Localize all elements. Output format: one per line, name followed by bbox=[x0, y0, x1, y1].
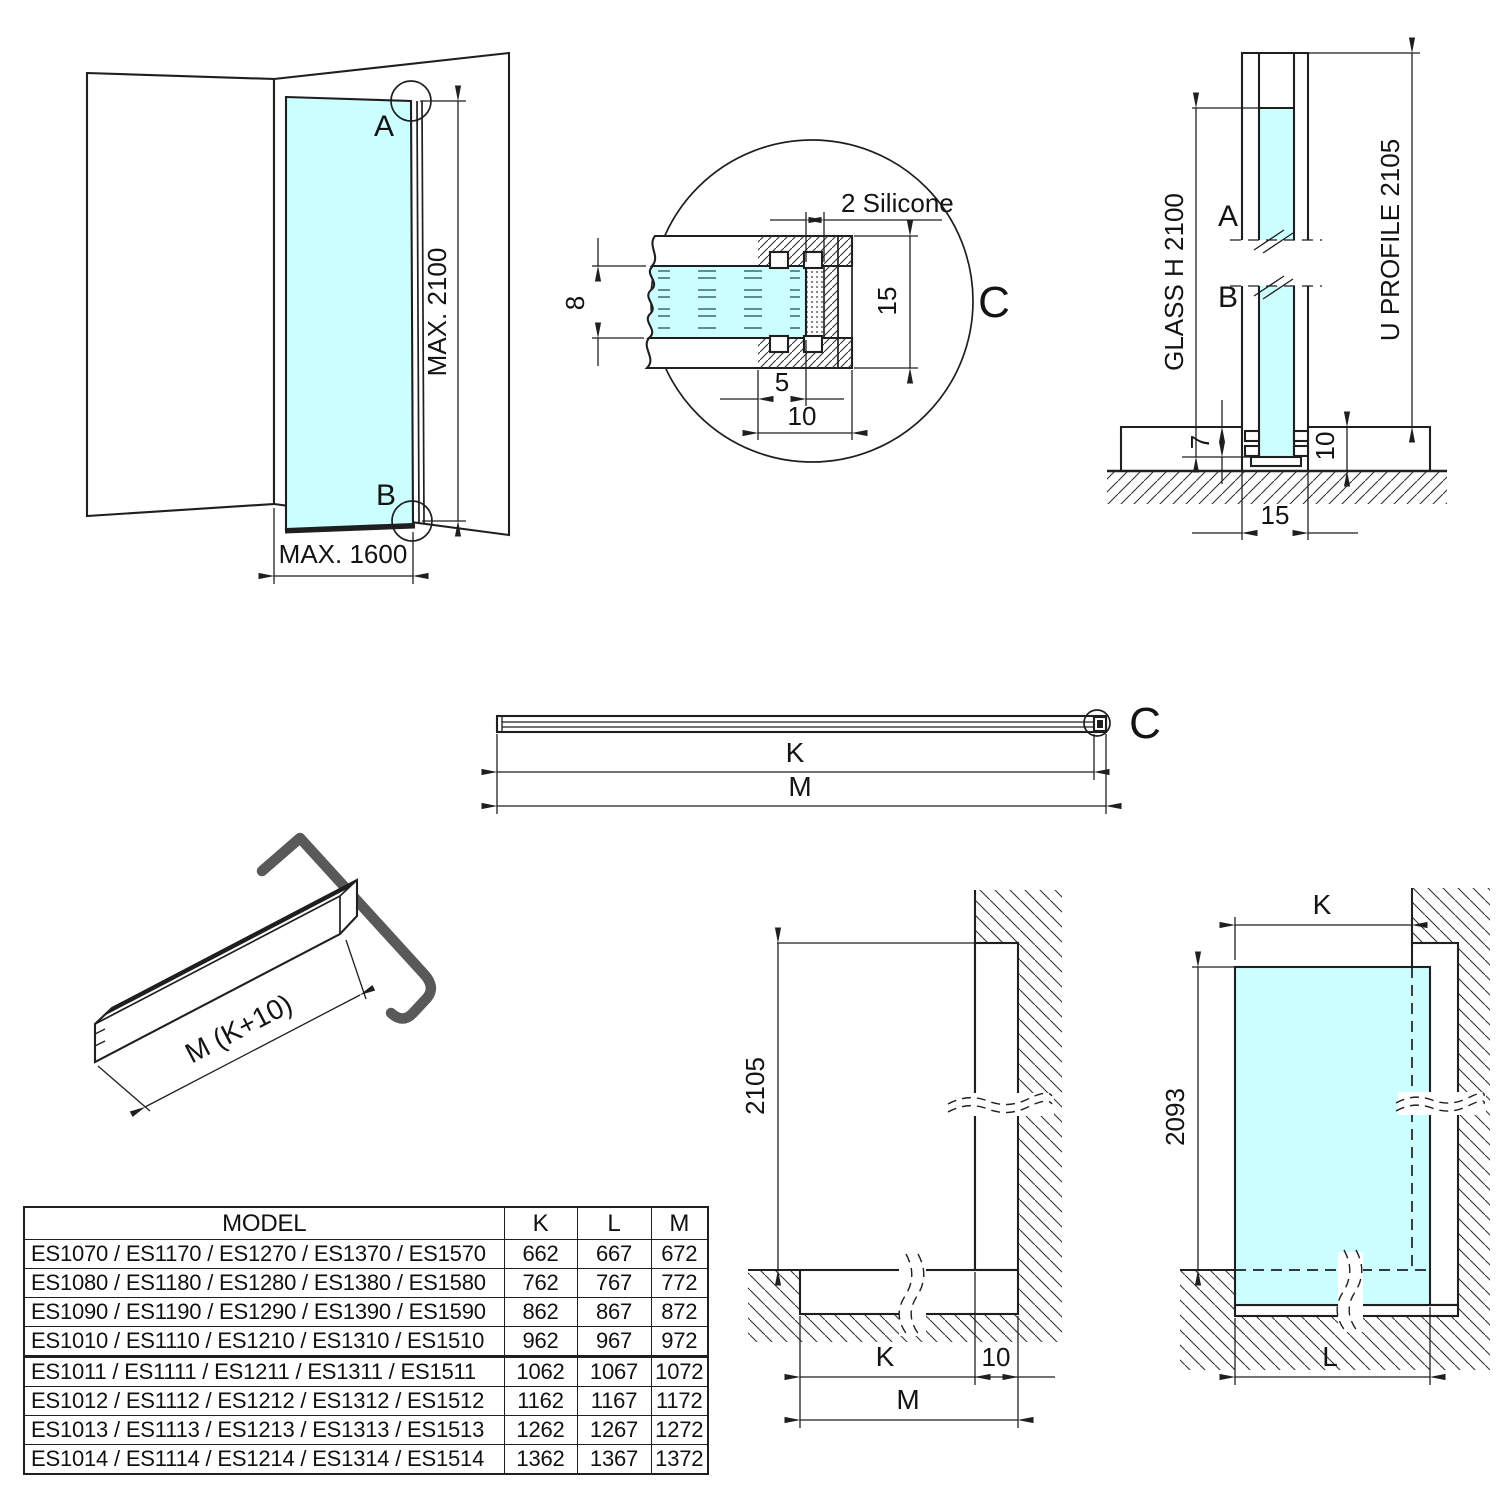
col-header-m: M bbox=[651, 1207, 708, 1240]
glass-marks bbox=[658, 270, 800, 334]
model-spec-table bbox=[23, 1206, 709, 1475]
dim-7: 7 bbox=[1185, 434, 1215, 450]
cell-k: 762 bbox=[504, 1269, 577, 1298]
groove bbox=[804, 252, 822, 268]
cell-model: ES1080 / ES1180 / ES1280 / ES1380 / ES1580 bbox=[24, 1269, 504, 1298]
cell-l: 1167 bbox=[577, 1387, 651, 1416]
cell-model: ES1011 / ES1111 / ES1211 / ES1311 / ES1511 bbox=[24, 1357, 504, 1387]
table-row bbox=[24, 1298, 708, 1327]
dim-15: 15 bbox=[1260, 500, 1290, 530]
dim-15: 15 bbox=[872, 286, 902, 316]
label-a: A bbox=[1217, 200, 1239, 233]
dim-10: 10 bbox=[981, 1342, 1011, 1372]
table-row bbox=[24, 1269, 708, 1298]
view-section bbox=[1107, 53, 1447, 540]
glass-lower bbox=[1259, 286, 1294, 457]
dim-l: L bbox=[1322, 1341, 1338, 1372]
label-b: B bbox=[375, 479, 397, 512]
dim-10: 10 bbox=[1310, 431, 1340, 461]
cell-l: 667 bbox=[577, 1240, 651, 1269]
dim-m: M bbox=[896, 1384, 920, 1415]
dim-u-profile: U PROFILE 2105 bbox=[1375, 138, 1405, 342]
cell-l: 1267 bbox=[577, 1416, 651, 1445]
dim-max-height: MAX. 2100 bbox=[422, 247, 452, 377]
glass-panel bbox=[1235, 967, 1430, 1305]
glass-panel bbox=[286, 97, 413, 529]
cell-k: 662 bbox=[504, 1240, 577, 1269]
cell-model: ES1014 / ES1114 / ES1214 / ES1314 / ES1514 bbox=[24, 1445, 504, 1475]
view-detail-c bbox=[560, 140, 1010, 462]
left-wall bbox=[87, 73, 274, 516]
dim-max-width: MAX. 1600 bbox=[278, 539, 408, 569]
profile-bar bbox=[497, 716, 1106, 732]
col-header-k: K bbox=[504, 1207, 577, 1240]
silicone-note: 2 Silicone bbox=[841, 188, 954, 218]
cell-m: 1172 bbox=[651, 1387, 708, 1416]
dim-m: M bbox=[788, 771, 812, 802]
dim-k: K bbox=[875, 1341, 895, 1372]
dim-2105: 2105 bbox=[740, 1057, 770, 1115]
cell-k: 1362 bbox=[504, 1445, 577, 1475]
break-lines bbox=[1230, 240, 1322, 286]
dim-glass-8: 8 bbox=[560, 295, 590, 311]
dim-5: 5 bbox=[774, 367, 790, 397]
cell-model: ES1010 / ES1110 / ES1210 / ES1310 / ES1510 bbox=[24, 1327, 504, 1357]
dim-10: 10 bbox=[787, 401, 817, 431]
table-row bbox=[24, 1357, 708, 1387]
cell-m: 672 bbox=[651, 1240, 708, 1269]
cell-k: 1062 bbox=[504, 1357, 577, 1387]
cell-l: 867 bbox=[577, 1298, 651, 1327]
cell-m: 1272 bbox=[651, 1416, 708, 1445]
groove bbox=[770, 336, 788, 352]
dim-k: K bbox=[1312, 889, 1332, 920]
dim-2093: 2093 bbox=[1160, 1088, 1190, 1146]
table-row bbox=[24, 1445, 708, 1475]
profile-back-wall bbox=[824, 266, 838, 338]
dim-k: K bbox=[785, 737, 805, 768]
cell-m: 1372 bbox=[651, 1445, 708, 1475]
cell-k: 1262 bbox=[504, 1416, 577, 1445]
table-header-row bbox=[24, 1207, 708, 1240]
view-profile-bar bbox=[497, 699, 1161, 814]
table-row bbox=[24, 1240, 708, 1269]
view-wall-elevation bbox=[740, 890, 1062, 1428]
cell-k: 862 bbox=[504, 1298, 577, 1327]
label-c: C bbox=[978, 278, 1010, 327]
table-row bbox=[24, 1416, 708, 1445]
cell-m: 772 bbox=[651, 1269, 708, 1298]
end-cap-core bbox=[1097, 720, 1103, 728]
cell-m: 972 bbox=[651, 1327, 708, 1357]
table-row bbox=[24, 1387, 708, 1416]
cell-m: 872 bbox=[651, 1298, 708, 1327]
dim-glass-h: GLASS H 2100 bbox=[1159, 193, 1189, 371]
label-c: C bbox=[1129, 699, 1161, 748]
cell-k: 1162 bbox=[504, 1387, 577, 1416]
cell-k: 962 bbox=[504, 1327, 577, 1357]
cell-m: 1072 bbox=[651, 1357, 708, 1387]
col-header-l: L bbox=[577, 1207, 651, 1240]
silicone-seal bbox=[806, 266, 824, 338]
label-a: A bbox=[373, 110, 395, 143]
view-iso-corner bbox=[87, 53, 509, 584]
cell-model: ES1012 / ES1112 / ES1212 / ES1312 / ES1512 bbox=[24, 1387, 504, 1416]
cell-model: ES1070 / ES1170 / ES1270 / ES1370 / ES1570 bbox=[24, 1240, 504, 1269]
cell-l: 1067 bbox=[577, 1357, 651, 1387]
cell-model: ES1090 / ES1190 / ES1290 / ES1390 / ES1590 bbox=[24, 1298, 504, 1327]
groove bbox=[804, 336, 822, 352]
glass-upper bbox=[1259, 108, 1294, 240]
cell-l: 1367 bbox=[577, 1445, 651, 1475]
label-b: B bbox=[1217, 281, 1239, 314]
col-header-model: MODEL bbox=[24, 1207, 504, 1240]
groove bbox=[770, 252, 788, 268]
view-glass-elevation bbox=[1160, 888, 1490, 1385]
bottom-seat bbox=[1251, 457, 1301, 466]
cell-model: ES1013 / ES1113 / ES1213 / ES1313 / ES1513 bbox=[24, 1416, 504, 1445]
cell-l: 767 bbox=[577, 1269, 651, 1298]
view-iso-profile bbox=[95, 838, 431, 1111]
table-row bbox=[24, 1327, 708, 1357]
dim-m-k10: M (K+10) bbox=[180, 988, 298, 1070]
cell-l: 967 bbox=[577, 1327, 651, 1357]
